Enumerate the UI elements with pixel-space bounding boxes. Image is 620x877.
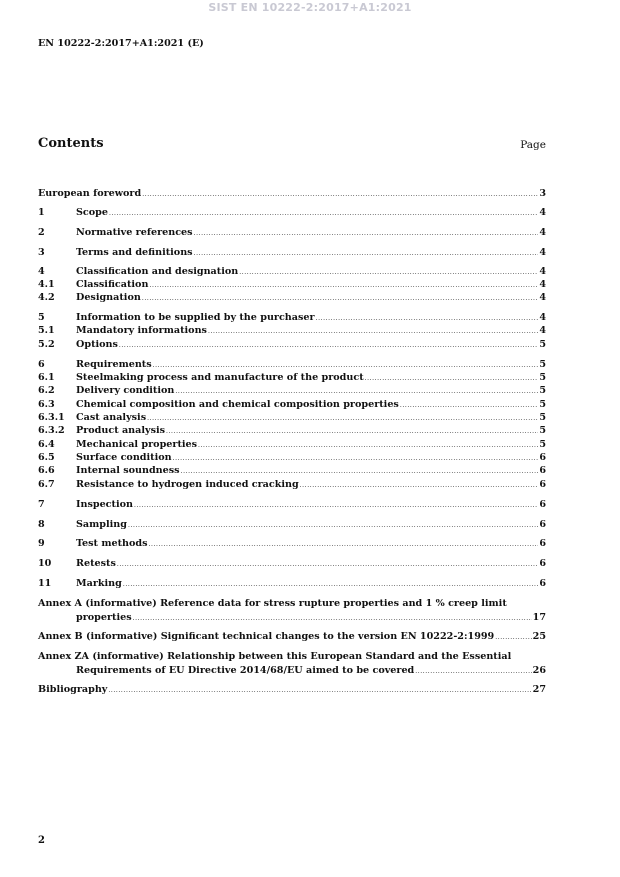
leader-dots <box>117 558 538 571</box>
toc-number: 9 <box>38 538 45 549</box>
toc-page: 25 <box>532 631 546 642</box>
toc-page: 5 <box>539 339 546 350</box>
toc-title: Terms and definitions <box>76 247 193 258</box>
leader-dots <box>128 519 538 532</box>
toc-bibliography[interactable] <box>38 683 546 696</box>
toc-page: 4 <box>539 312 546 323</box>
toc-annex-a-title[interactable]: Annex A (informative) Reference data for stress rupture properties and 1 % creep limit <box>38 598 507 609</box>
toc-entry-11[interactable] <box>38 577 546 590</box>
toc-page: 3 <box>539 188 546 199</box>
toc-number: 6 <box>38 359 45 370</box>
leader-dots <box>109 207 538 220</box>
toc-title: Product analysis <box>76 425 166 436</box>
toc-title: Marking <box>76 578 122 589</box>
toc-entry-5[interactable] <box>38 311 546 324</box>
toc-page: 5 <box>539 372 546 383</box>
toc-entry-6-1[interactable] <box>38 371 546 384</box>
toc-number: 4.1 <box>38 279 55 290</box>
toc-entry-4-2[interactable] <box>38 291 546 304</box>
toc-number: 6.3.1 <box>38 412 65 423</box>
leader-dots <box>194 227 539 240</box>
page-column-label: Page <box>520 139 546 151</box>
leader-dots <box>415 665 531 678</box>
leader-dots <box>142 188 538 201</box>
toc-number: 8 <box>38 519 45 530</box>
toc-number: 2 <box>38 227 45 238</box>
toc-entry-6-7[interactable] <box>38 478 546 491</box>
toc-title: Surface condition <box>76 452 172 463</box>
toc-annex-za-title[interactable]: Annex ZA (informative) Relationship between this European Standard and the Essential <box>38 651 512 662</box>
toc-title: Designation <box>76 292 141 303</box>
leader-dots <box>208 325 538 338</box>
toc-entry-6-3[interactable] <box>38 398 546 411</box>
toc-title: European foreword <box>38 188 142 199</box>
leader-dots <box>123 578 538 591</box>
toc-page: 5 <box>539 399 546 410</box>
toc-title: Chemical composition and chemical composition properties <box>76 399 399 410</box>
toc-number: 5.2 <box>38 339 55 350</box>
toc-title: Internal soundness <box>76 465 180 476</box>
toc-page: 4 <box>539 279 546 290</box>
toc-entry-10[interactable] <box>38 557 546 570</box>
toc-entry-6-3-1[interactable] <box>38 411 546 424</box>
toc-title: Resistance to hydrogen induced cracking <box>76 479 299 490</box>
toc-page: 17 <box>532 612 546 623</box>
toc-number: 5.1 <box>38 325 55 336</box>
toc-title: Test methods <box>76 538 148 549</box>
toc-entry-6-3-2[interactable] <box>38 424 546 437</box>
document-id: EN 10222-2:2017+A1:2021 (E) <box>38 38 204 49</box>
watermark: SIST EN 10222-2:2017+A1:2021 <box>208 1 412 14</box>
toc-number: 3 <box>38 247 45 258</box>
leader-dots <box>495 631 531 644</box>
toc-title: Requirements <box>76 359 152 370</box>
toc-page: 6 <box>539 538 546 549</box>
leader-dots <box>133 612 532 625</box>
toc-page: 6 <box>539 499 546 510</box>
toc-page: 5 <box>539 359 546 370</box>
contents-heading: Contents <box>38 136 104 151</box>
toc-entry-3[interactable] <box>38 246 546 259</box>
toc-entry-6[interactable] <box>38 358 546 371</box>
toc-title-continuation: properties <box>76 612 132 623</box>
toc-page: 4 <box>539 325 546 336</box>
toc-page: 4 <box>539 227 546 238</box>
toc-page: 5 <box>539 425 546 436</box>
toc-number: 6.7 <box>38 479 55 490</box>
toc-title: Classification and designation <box>76 266 239 277</box>
toc-title: Steelmaking process and manufacture of the product <box>76 372 364 383</box>
footer-page-number: 2 <box>38 835 45 846</box>
toc-number: 1 <box>38 207 45 218</box>
toc-annex-za[interactable] <box>76 664 546 677</box>
toc-number: 6.6 <box>38 465 55 476</box>
toc-page: 4 <box>539 247 546 258</box>
toc-title: Mechanical properties <box>76 439 198 450</box>
toc-page: 6 <box>539 558 546 569</box>
toc-number: 6.4 <box>38 439 55 450</box>
toc-page: 27 <box>532 684 546 695</box>
leader-dots <box>194 247 539 260</box>
toc-number: 6.3 <box>38 399 55 410</box>
toc-entry-5-2[interactable] <box>38 338 546 351</box>
toc-title: Bibliography <box>38 684 108 695</box>
toc-annex-b[interactable] <box>38 630 546 643</box>
toc-entry-6-2[interactable] <box>38 384 546 397</box>
toc-entry-4[interactable] <box>38 265 546 278</box>
toc-entry-foreword[interactable] <box>38 187 546 200</box>
leader-dots <box>108 684 531 697</box>
toc-title: Cast analysis <box>76 412 147 423</box>
toc-entry-8[interactable] <box>38 518 546 531</box>
toc-entry-6-5[interactable] <box>38 451 546 464</box>
toc-title: Inspection <box>76 499 133 510</box>
toc-annex-a[interactable] <box>76 611 546 624</box>
leader-dots <box>148 538 538 551</box>
toc-number: 5 <box>38 312 45 323</box>
leader-dots <box>134 499 538 512</box>
toc-number: 10 <box>38 558 52 569</box>
toc-page: 4 <box>539 292 546 303</box>
toc-page: 6 <box>539 519 546 530</box>
toc-page: 6 <box>539 452 546 463</box>
toc-title: Options <box>76 339 118 350</box>
toc-number: 6.1 <box>38 372 55 383</box>
leader-dots <box>142 292 538 305</box>
toc-entry-2[interactable] <box>38 226 546 239</box>
toc-page: 5 <box>539 385 546 396</box>
toc-number: 6.3.2 <box>38 425 65 436</box>
toc-title: Mandatory informations <box>76 325 207 336</box>
leader-dots <box>166 425 538 438</box>
toc-number: 4 <box>38 266 45 277</box>
toc-title: Classification <box>76 279 149 290</box>
toc-title-continuation: Requirements of EU Directive 2014/68/EU aimed to be covered <box>76 665 415 676</box>
toc-title: Information to be supplied by the purchaser <box>76 312 315 323</box>
toc-title: Delivery condition <box>76 385 175 396</box>
toc-page: 6 <box>539 479 546 490</box>
toc-page: 5 <box>539 439 546 450</box>
toc-page: 26 <box>532 665 546 676</box>
toc-entry-9[interactable] <box>38 537 546 550</box>
toc-entry-6-4[interactable] <box>38 438 546 451</box>
toc-entry-5-1[interactable] <box>38 324 546 337</box>
toc-entry-7[interactable] <box>38 498 546 511</box>
toc-page: 6 <box>539 578 546 589</box>
toc-title: Scope <box>76 207 108 218</box>
toc-page: 4 <box>539 266 546 277</box>
toc-page: 6 <box>539 465 546 476</box>
leader-dots <box>175 385 538 398</box>
toc-entry-1[interactable] <box>38 206 546 219</box>
toc-number: 11 <box>38 578 52 589</box>
toc-number: 4.2 <box>38 292 55 303</box>
toc-title: Normative references <box>76 227 193 238</box>
toc-entry-6-6[interactable] <box>38 464 546 477</box>
toc-number: 7 <box>38 499 45 510</box>
toc-page: 5 <box>539 412 546 423</box>
leader-dots <box>300 479 539 492</box>
toc-title: Annex B (informative) Significant technical changes to the version EN 10222-2:1999 <box>38 631 495 642</box>
toc-title: Retests <box>76 558 116 569</box>
leader-dots <box>181 465 539 478</box>
leader-dots <box>119 339 538 352</box>
toc-number: 6.5 <box>38 452 55 463</box>
toc-number: 6.2 <box>38 385 55 396</box>
toc-entry-4-1[interactable] <box>38 278 546 291</box>
toc-page: 4 <box>539 207 546 218</box>
toc-title: Sampling <box>76 519 127 530</box>
